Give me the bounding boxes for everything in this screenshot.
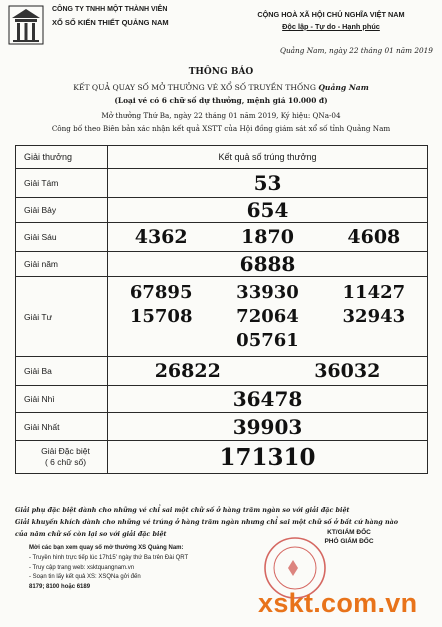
- national-motto: Độc lập - Tự do - Hạnh phúc: [282, 22, 380, 31]
- winning-number: 36478: [108, 386, 428, 413]
- winning-number: 26822: [154, 360, 221, 382]
- prize-row-special: [16, 441, 428, 474]
- viewing-info-item: - Soạn tin lấy kết quả XS: XSQNa gởi đến: [29, 574, 141, 581]
- viewing-info: [29, 544, 219, 593]
- winning-numbers-cell: [108, 357, 428, 386]
- winning-number: 67895: [129, 281, 193, 303]
- prize-label: Giải Tư: [16, 277, 108, 357]
- results-table: [15, 145, 428, 474]
- dateline: Quảng Nam, ngày 22 tháng 01 năm 2019: [280, 46, 433, 55]
- prize-row-g4: [16, 277, 428, 357]
- prize-row-g1: [16, 413, 428, 441]
- viewing-info-item: - Truy cập trang web: xsktquangnam.vn: [29, 564, 135, 571]
- notice-heading-text: KẾT QUẢ QUAY SỐ MỞ THƯỞNG VÉ XỔ SỐ TRUYỀN THỐNG: [73, 83, 316, 92]
- winning-number: 72064: [236, 305, 299, 327]
- table-header-row: [16, 146, 428, 169]
- winning-number: 1870: [241, 226, 294, 248]
- footer-note: Giải phụ đặc biệt dành cho những vé chỉ sai một chữ số ở hàng trăm ngàn so với giải đặc biệt: [15, 506, 350, 514]
- special-prize-label: [16, 441, 108, 474]
- winning-number: 11427: [342, 281, 406, 303]
- prize-label: Giải Sáu: [16, 223, 108, 252]
- company-name-line2: XỔ SỐ KIẾN THIẾT QUẢNG NAM: [52, 18, 169, 27]
- winning-number: 36032: [314, 360, 381, 382]
- prize-row-g3: [16, 357, 428, 386]
- winning-number: 39903: [108, 413, 428, 441]
- result-column-header: Kết quả số trúng thưởng: [108, 146, 428, 169]
- winning-number: 4362: [134, 226, 188, 248]
- prize-row-g5: [16, 252, 428, 277]
- winning-number: 171310: [108, 441, 428, 474]
- prize-label: Giải Nhì: [16, 386, 108, 413]
- winning-number: 6888: [108, 252, 428, 277]
- winning-number: 15708: [129, 305, 193, 327]
- winning-numbers-cell: [108, 277, 428, 357]
- viewing-info-item: - Truyền hình trực tiếp lúc 17h15' ngày thứ Ba trên Đài QRT: [29, 554, 189, 561]
- draw-info: Mở thưởng Thứ Ba, ngày 22 tháng 01 năm 2019, Ký hiệu: QNa-04: [101, 111, 341, 120]
- prize-label: Giải Tám: [16, 169, 108, 198]
- winning-number: 53: [108, 169, 428, 198]
- sign-title: KT/GIÁM ĐỐC: [327, 529, 371, 536]
- footer-note: Giải khuyến khích dành cho những vé trúng ở hàng trăm ngàn nhưng chỉ sai một chữ số ở bất cứ hàng nào: [15, 518, 399, 526]
- sign-role: PHÓ GIÁM ĐỐC: [324, 538, 374, 545]
- ticket-type: (Loại vé có 6 chữ số dự thưởng, mệnh giá 10.000 đ): [114, 96, 328, 105]
- signature-block: [294, 529, 404, 545]
- nation-title: CỘNG HOÀ XÃ HỘI CHỦ NGHĨA VIỆT NAM: [257, 10, 405, 19]
- prize-label: Giải Ba: [16, 357, 108, 386]
- winning-number: 33930: [236, 281, 299, 303]
- notice-heading: [0, 83, 442, 92]
- viewing-info-title: Mời các bạn xem quay số mở thưởng XS Quảng Nam:: [29, 545, 184, 551]
- prize-row-g2: [16, 386, 428, 413]
- prize-label: Giải Đặc biệt: [41, 446, 90, 456]
- winning-number: 4608: [347, 226, 401, 248]
- footer-note: của năm chữ số còn lại so với giải đặc biệt: [15, 530, 167, 538]
- sms-numbers: 8179; 8100 hoặc 6189: [29, 584, 91, 591]
- prize-label: Giải Nhất: [16, 413, 108, 441]
- province-name: Quảng Nam: [318, 83, 369, 92]
- prize-label: Giải năm: [16, 252, 108, 277]
- company-logo-icon: [7, 4, 45, 46]
- prize-row-g7: [16, 198, 428, 223]
- notice-title: THÔNG BÁO: [188, 67, 254, 77]
- watermark: xskt.com.vn: [258, 588, 418, 618]
- prize-row-g8: [16, 169, 428, 198]
- announcement-basis: Công bố theo Biên bản xác nhận kết quả XSTT của Hội đồng giám sát xổ số tỉnh Quảng Nam: [51, 124, 391, 133]
- company-name-line1: CÔNG TY TNHH MỘT THÀNH VIÊN: [52, 6, 168, 13]
- prize-label: Giải Bảy: [16, 198, 108, 223]
- national-header: [226, 10, 436, 31]
- prize-label-note: ( 6 chữ số): [44, 457, 87, 467]
- prize-row-g6: [16, 223, 428, 252]
- winning-number: 654: [108, 198, 428, 223]
- winning-numbers-cell: [108, 223, 428, 252]
- prize-column-header: Giải thưởng: [16, 146, 108, 169]
- winning-number: 32943: [342, 305, 406, 327]
- winning-number: 05761: [236, 329, 299, 351]
